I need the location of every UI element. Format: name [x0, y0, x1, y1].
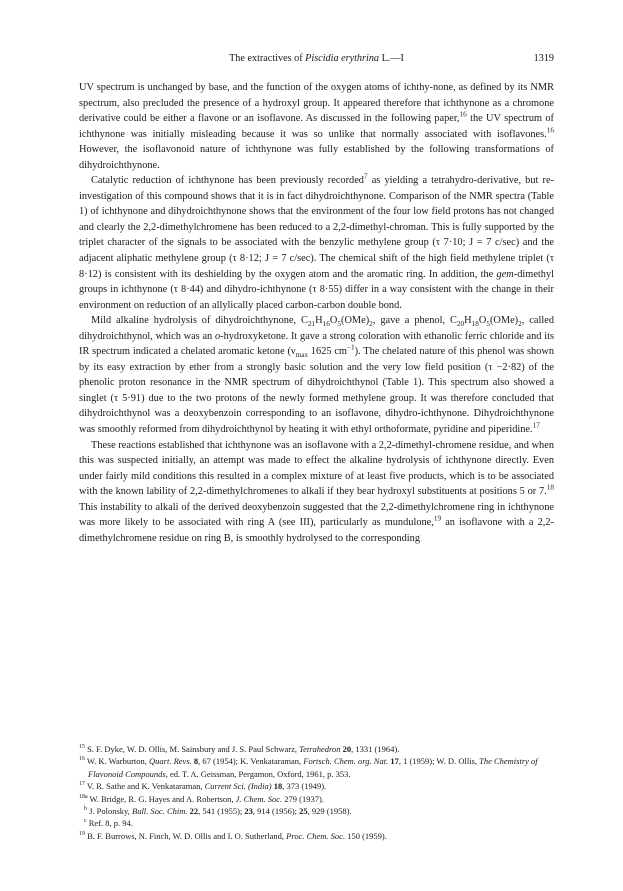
- footnote-text: 150 (1959).: [345, 830, 387, 841]
- text-run: Catalytic reduction of ichthynone has been previously recorded: [91, 175, 364, 187]
- running-header: [79, 52, 554, 66]
- formula-subscript: 16: [322, 320, 330, 329]
- formula-subscript: 21: [307, 320, 316, 329]
- text-run: Mild alkaline hydrolysis of dihydroichthynone, C: [91, 315, 308, 327]
- footnote-text: W. Bridge, R. G. Hayes and A. Robertson,: [87, 793, 236, 804]
- volume: 8: [193, 756, 199, 767]
- formula-element: O: [329, 315, 338, 327]
- journal-name: Fortsch. Chem. org. Nat.: [303, 756, 389, 767]
- footnote-text: , 914 (1956);: [252, 806, 300, 817]
- footnote-19: [79, 830, 554, 842]
- italic-term: o: [214, 330, 221, 342]
- journal-name: Current Sci. (India): [204, 781, 272, 792]
- footnote-15: [79, 743, 554, 755]
- volume: 18: [273, 781, 283, 792]
- text-run: an isoflavone with a 2,2-dimethylchromene residue on ring B, is smoothly hydrolysed to the corresponding: [79, 517, 554, 544]
- footnote-number: 15: [79, 744, 85, 751]
- running-title-suffix: L.—I: [379, 53, 404, 64]
- formula-group: (OMe): [341, 315, 370, 327]
- volume: 22: [189, 806, 199, 817]
- text-run: as yielding a tetrahydro-derivative, but re-investigation of this compound shows that it is in fact dihydroichthynone. Comparison of the NMR spectra (Table 1) of ichthynone and dihydroichthynone shows that the environment of the four low field protons has not changed and clearly the 2,2-dimethylchromene has been reduced to a 2,2-dimethyl-chroman. This is fully supported by the triplet character of the signals to be associated with the benzylic methylene group (τ 7·10; J = 7 c/sec) and the adjacent aliphatic methylene group (τ 8·12; J = 7 c/sec). The chemical shift of the high field methylene triplet (τ 8·12) is consistent with its deshielding by the oxygen atom and the aromatic ring. In addition, the: [79, 175, 554, 280]
- footnote-text: , ed. T. A. Geissman, Pergamon, Oxford, 1961, p. 353.: [165, 768, 351, 779]
- footnote-number: 17: [79, 781, 85, 788]
- footnote-number: 19: [79, 831, 85, 838]
- citation-16: 16: [546, 126, 554, 135]
- footnote-text: , 373 (1949).: [282, 781, 327, 792]
- journal-name: Proc. Chem. Soc.: [286, 830, 346, 841]
- formula-subscript: 20: [456, 320, 465, 329]
- footnote-number: b: [84, 806, 87, 813]
- formula-subscript: 5: [337, 320, 341, 329]
- text-run: the UV spectrum of ichthynone was initially misleading because it was so unlike that normally associated with isoflavones.: [79, 113, 554, 140]
- footnote-text: , 1331 (1964).: [351, 744, 400, 754]
- formula-group: (OMe): [489, 315, 519, 327]
- citation-16: 16: [459, 110, 467, 119]
- formula-subscript: 18: [471, 320, 479, 329]
- nu-max-subscript: max: [295, 351, 309, 360]
- paragraph-isoflavone-conclusion: [79, 438, 554, 547]
- footnotes: [79, 743, 554, 842]
- formula-subscript: 5: [486, 320, 490, 329]
- footnote-number: c: [84, 818, 87, 825]
- running-title-prefix: The extractives of: [229, 53, 306, 64]
- formula-subscript: 2: [369, 320, 373, 329]
- italic-term: gem: [496, 268, 514, 280]
- volume: 17: [390, 756, 399, 767]
- footnote-text: , 67 (1954); K. Venkataraman,: [198, 756, 304, 767]
- footnote-text: , 541 (1955);: [198, 806, 245, 817]
- book-title: The Chemistry of Flavonoid Compounds: [88, 756, 538, 779]
- journal-name: Tetrahedron: [299, 744, 341, 754]
- journal-name: J. Chem. Soc.: [235, 793, 283, 804]
- footnote-18a: [79, 793, 554, 805]
- unit-exponent: −1: [346, 343, 355, 352]
- text-run: -hydroxyketone. It gave a strong coloration with ethanolic ferric chloride and its IR spectrum indicated a chelated aromatic ketone (ν: [79, 330, 554, 358]
- citation-18: 18: [546, 483, 554, 492]
- text-run: ). The chelated nature of this phenol was shown by its easy extraction by ether from a strongly basic solution and the very low field position (τ −2·82) of the phenolic proton resonance in the NMR spectrum of dihydroichthynol (Table 1). This spectrum also showed a singlet (τ 5·91) due to the two protons of the newly formed methylene group. It was therefore concluded that dihydroichthynol was a deoxybenzoin corresponding to an isoflavone, dihydro-ichthynone. Dihydroichthynone was smoothly reformed from dihydroichthynol by heating it with ethyl orthoformate, pyridine and piperidine.: [79, 346, 554, 436]
- text-run: -dimethyl groups in ichthynone (τ 8·44) and dihydro-ichthynone (τ 8·55) differ in a way consistent with the change in their environment on reduction of an allylically placed carbon-carbon double bond.: [79, 268, 554, 311]
- footnote-text: W. K. Warburton,: [84, 756, 150, 767]
- paragraph-alkaline-hydrolysis: [79, 313, 554, 437]
- volume: 20: [342, 744, 352, 754]
- footnote-text: 279 (1937).: [282, 793, 324, 804]
- footnote-number: 16: [79, 756, 85, 763]
- formula-element: O: [478, 315, 487, 327]
- paragraph-catalytic-reduction: [79, 173, 554, 313]
- citation-17: 17: [532, 421, 540, 430]
- page-number: 1319: [533, 53, 554, 64]
- citation-7: 7: [363, 172, 368, 181]
- text-run: However, the isoflavonoid nature of ichthynone was fully established by the following transformations of dihydroichthynone.: [79, 144, 554, 171]
- paragraph-uv-spectrum: [79, 80, 554, 173]
- formula-element: H: [315, 315, 323, 327]
- volume: 25: [299, 806, 308, 817]
- footnote-text: V. R. Sathe and K. Venkataraman,: [84, 781, 205, 792]
- footnote-text: Ref. 8, p. 94.: [86, 818, 133, 829]
- citation-19: 19: [433, 514, 442, 523]
- running-title: [79, 52, 554, 66]
- footnote-text: , 929 (1958).: [307, 806, 352, 817]
- footnote-17: [79, 780, 554, 792]
- article-body: [79, 80, 554, 546]
- footnote-text: J. Polonsky,: [86, 806, 132, 817]
- text-run: 1625 cm: [308, 346, 347, 358]
- formula-element: H: [464, 315, 472, 327]
- footnote-18c: [79, 817, 554, 829]
- volume: 23: [244, 806, 253, 817]
- footnote-text: S. F. Dyke, W. D. Ollis, M. Sainsbury and J. S. Paul Schwarz,: [84, 744, 300, 754]
- footnote-number: 18a: [79, 793, 88, 800]
- footnote-text: B. F. Burrows, N. Finch, W. D. Ollis and I. O. Sutherland,: [84, 830, 287, 841]
- footnote-16: [79, 755, 554, 780]
- formula-subscript: 2: [518, 320, 522, 329]
- running-title-species: Piscidia erythrina: [305, 53, 380, 64]
- text-run: , gave a phenol, C: [372, 315, 457, 327]
- journal-name: Quart. Revs.: [149, 756, 192, 767]
- footnote-text: , 1 (1959); W. D. Ollis,: [398, 756, 480, 767]
- text-run: This instability to alkali of the derived deoxybenzoin suggested that the 2,2-dimethylchromene ring in ichthynone was more likely to be associated with ring A (see III), particularly as mundulone,: [79, 501, 554, 529]
- journal-name: Bull. Soc. Chim.: [132, 806, 188, 817]
- text-run: UV spectrum is unchanged by base, and the function of the oxygen atoms of ichthy-none, as defined by its NMR spectrum, also precluded the presence of a hydroxyl group. It appeared therefore that ichthynone as a chromone derivative could be either a flavone or an isoflavone. As discussed in the following paper,: [79, 82, 554, 125]
- text-run: , called dihydroichthynol, which was an: [79, 315, 554, 342]
- text-run: These reactions established that ichthynone was an isoflavone with a 2,2-dimethyl-chromene residue, and when this was suspected initially, an attempt was made to effect the alkaline hydrolysis of ichthynone directly. Even under fairly mild conditions this resulted in a complex mixture of at least five products, which is to be associated with the known lability of 2,2-dimethylchromenes to alkali if they bear hydroxyl substituents at positions 5 or 7.: [79, 439, 554, 498]
- footnote-18b: [79, 805, 554, 817]
